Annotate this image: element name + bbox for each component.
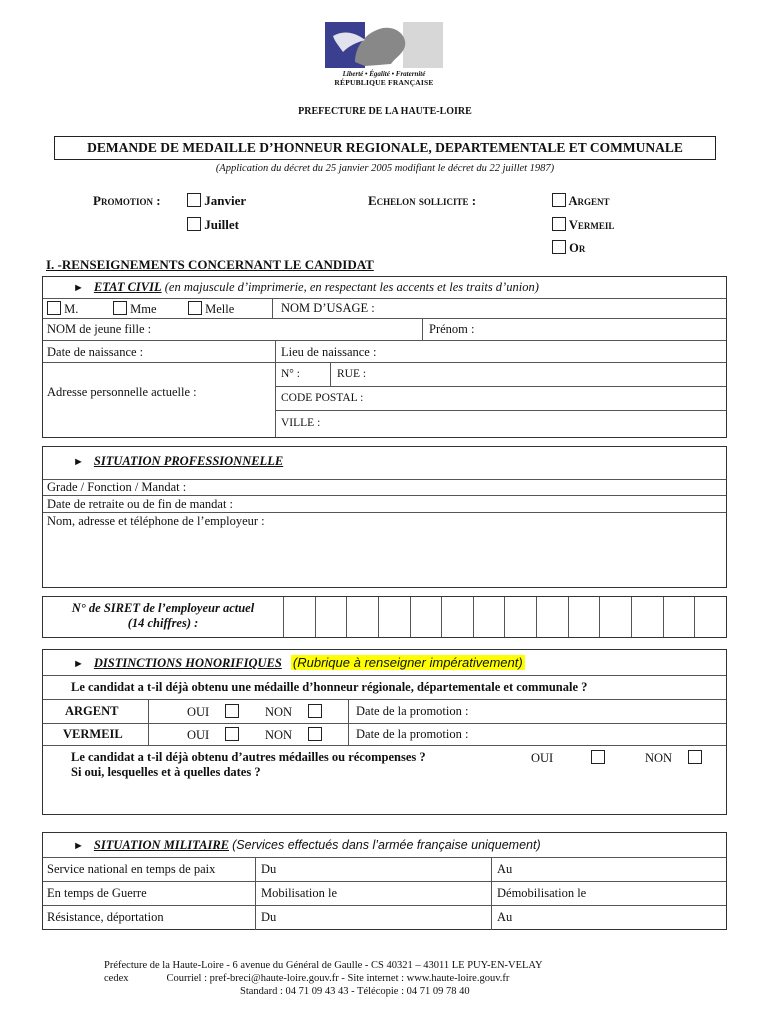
siret-digit-cell[interactable] — [631, 597, 663, 637]
melle-label: Melle — [205, 302, 235, 316]
civilite-mme[interactable] — [113, 301, 157, 317]
siret-digit-cell[interactable] — [378, 597, 410, 637]
militaire-end-field[interactable]: Au — [497, 910, 513, 924]
militaire-end-field[interactable]: Démobilisation le — [497, 886, 587, 900]
vermeil-non[interactable] — [265, 727, 322, 743]
etat-civil-note: (en majuscule d’imprimerie, en respectant les accents et les traits d’union) — [164, 280, 539, 294]
rue-field[interactable]: RUE : — [337, 368, 367, 380]
vermeil-oui-checkbox[interactable] — [225, 727, 239, 741]
arrow-right-icon: ► — [73, 658, 84, 670]
militaire-rows — [43, 858, 726, 930]
vermeil-date-promo-field[interactable]: Date de la promotion : — [356, 727, 469, 741]
siret-block — [42, 596, 727, 638]
m-label: M. — [64, 302, 79, 316]
autres-oui-checkbox[interactable] — [591, 750, 605, 764]
argent-oui-checkbox[interactable] — [225, 704, 239, 718]
form-title: DEMANDE DE MEDAILLE D’HONNEUR REGIONALE, DEPARTEMENTALE ET COMMUNALE — [87, 140, 683, 155]
distinctions-heading: DISTINCTIONS HONORIFIQUES — [93, 656, 282, 670]
prenom-field[interactable]: Prénom : — [429, 322, 475, 336]
civilite-melle[interactable] — [188, 301, 234, 317]
vermeil-label: Vermeil — [568, 218, 615, 232]
code-postal-field[interactable]: CODE POSTAL : — [281, 392, 364, 404]
non-label: NON — [645, 751, 673, 765]
siret-digit-cell[interactable] — [694, 597, 726, 637]
vermeil-oui[interactable] — [187, 727, 239, 743]
militaire-row — [43, 906, 726, 930]
footer-address: Préfecture de la Haute-Loire - 6 avenue du Général de Gaulle - CS 40321 – 43011 LE PUY-EN-VELAY — [104, 960, 543, 971]
promotion-label: Promotion : — [93, 193, 161, 208]
militaire-row — [43, 858, 726, 882]
echelon-or[interactable] — [552, 240, 585, 256]
echelon-vermeil[interactable] — [552, 217, 614, 233]
marianne-icon — [325, 22, 443, 68]
distinctions-question: Le candidat a t-il déjà obtenu une médaille d’honneur régionale, départementale et communale ? — [43, 676, 726, 700]
civilite-m[interactable] — [47, 301, 78, 317]
militaire-start-field[interactable]: Mobilisation le — [261, 886, 338, 900]
juillet-checkbox[interactable] — [187, 217, 201, 231]
argent-row-label: ARGENT — [65, 704, 119, 718]
siret-digit-cell[interactable] — [315, 597, 347, 637]
situation-pro-header — [43, 447, 726, 480]
argent-date-promo-field[interactable]: Date de la promotion : — [356, 704, 469, 718]
militaire-header — [43, 833, 726, 858]
argent-non[interactable] — [265, 704, 322, 720]
siret-digit-cell[interactable] — [568, 597, 600, 637]
logo-republic: RÉPUBLIQUE FRANÇAISE — [334, 78, 434, 87]
militaire-type: En temps de Guerre — [47, 886, 147, 900]
siret-cells — [283, 597, 726, 637]
m-checkbox[interactable] — [47, 301, 61, 315]
echelon-argent[interactable] — [552, 193, 609, 209]
form-title-box — [54, 136, 716, 160]
autres-non-checkbox[interactable] — [688, 750, 702, 764]
militaire-type: Service national en temps de paix — [47, 862, 216, 876]
non-label: NON — [265, 705, 293, 719]
or-checkbox[interactable] — [552, 240, 566, 254]
etat-civil-heading: ETAT CIVIL — [93, 280, 162, 294]
echelon-label: Echelon sollicite : — [368, 193, 477, 208]
autres-non[interactable] — [645, 750, 702, 766]
etat-civil-header — [43, 277, 726, 299]
autres-oui[interactable] — [531, 750, 605, 766]
oui-label: OUI — [187, 728, 210, 742]
situation-pro-block — [42, 446, 727, 588]
vermeil-checkbox[interactable] — [552, 217, 566, 231]
siret-digit-cell[interactable] — [283, 597, 315, 637]
siret-digit-cell[interactable] — [536, 597, 568, 637]
promotion-janvier[interactable] — [187, 193, 246, 209]
oui-label: OUI — [187, 705, 210, 719]
lieu-naissance-field[interactable]: Lieu de naissance : — [281, 345, 377, 359]
siret-digit-cell[interactable] — [346, 597, 378, 637]
numero-field[interactable]: N° : — [281, 368, 300, 380]
siret-digit-cell[interactable] — [410, 597, 442, 637]
etat-civil-block — [42, 276, 727, 438]
militaire-row — [43, 882, 726, 906]
janvier-label: Janvier — [204, 193, 247, 208]
argent-non-checkbox[interactable] — [308, 704, 322, 718]
vermeil-non-checkbox[interactable] — [308, 727, 322, 741]
militaire-heading: SITUATION MILITAIRE — [93, 838, 229, 852]
employeur-field[interactable]: Nom, adresse et téléphone de l’employeur : — [47, 514, 265, 528]
republique-logo — [322, 22, 446, 92]
militaire-type: Résistance, déportation — [47, 910, 164, 924]
distinctions-block — [42, 649, 727, 815]
distinctions-note: (Rubrique à renseigner impérativement) — [292, 655, 523, 670]
autres-medailles-question: Le candidat a t-il déjà obtenu d’autres médailles ou récompenses ? — [71, 750, 426, 764]
promotion-juillet[interactable] — [187, 217, 239, 233]
vermeil-row-label: VERMEIL — [63, 727, 123, 741]
siret-digit-cell[interactable] — [663, 597, 695, 637]
arrow-right-icon: ► — [73, 282, 84, 294]
footer — [104, 959, 704, 998]
prefecture-name: PREFECTURE DE LA HAUTE-LOIRE — [298, 106, 472, 117]
mme-label: Mme — [130, 302, 157, 316]
militaire-start-field[interactable]: Du — [261, 862, 277, 876]
retraite-field[interactable]: Date de retraite ou de fin de mandat : — [43, 496, 726, 513]
janvier-checkbox[interactable] — [187, 193, 201, 207]
argent-checkbox[interactable] — [552, 193, 566, 207]
footer-contact: Courriel : pref-breci@haute-loire.gouv.fr - Site internet : www.haute-loire.gouv.fr — [166, 973, 510, 984]
footer-phone: Standard : 04 71 09 43 43 - Télécopie : 04 71 09 78 40 — [240, 986, 470, 997]
siret-digit-cell[interactable] — [441, 597, 473, 637]
form-subtitle: (Application du décret du 25 janvier 2005 modifiant le décret du 22 juillet 1987) — [215, 163, 555, 174]
siret-digit-cell[interactable] — [473, 597, 505, 637]
argent-oui[interactable] — [187, 704, 239, 720]
adresse-label: Adresse personnelle actuelle : — [47, 385, 197, 399]
nom-jeune-fille-field[interactable]: NOM de jeune fille : — [47, 322, 152, 336]
situation-militaire-block — [42, 832, 727, 930]
militaire-end-field[interactable]: Au — [497, 862, 513, 876]
situation-pro-heading: SITUATION PROFESSIONNELLE — [93, 454, 284, 468]
arrow-right-icon: ► — [73, 456, 84, 468]
date-naissance-field[interactable]: Date de naissance : — [47, 345, 144, 359]
arrow-right-icon: ► — [73, 840, 84, 852]
siret-digit-cell[interactable] — [599, 597, 631, 637]
militaire-note: (Services effectués dans l’armée française uniquement) — [232, 838, 541, 852]
grade-field[interactable]: Grade / Fonction / Mandat : — [43, 480, 726, 496]
militaire-start-field[interactable]: Du — [261, 910, 277, 924]
oui-label: OUI — [531, 751, 554, 765]
distinctions-header — [43, 650, 726, 676]
siret-digit-cell[interactable] — [504, 597, 536, 637]
lesquelles-question: Si oui, lesquelles et à quelles dates ? — [71, 765, 261, 779]
logo-motto: Liberté • Égalité • Fraternité — [342, 70, 426, 78]
nom-usage-field[interactable]: NOM D’USAGE : — [281, 301, 375, 315]
footer-cedex: cedex — [104, 973, 129, 984]
juillet-label: Juillet — [204, 217, 239, 232]
argent-label: Argent — [568, 194, 610, 208]
ville-field[interactable]: VILLE : — [281, 417, 321, 429]
section-1-title: I. -RENSEIGNEMENTS CONCERNANT LE CANDIDAT — [46, 257, 374, 272]
melle-checkbox[interactable] — [188, 301, 202, 315]
siret-sublabel: (14 chiffres) : — [127, 616, 199, 630]
non-label: NON — [265, 728, 293, 742]
mme-checkbox[interactable] — [113, 301, 127, 315]
siret-label: N° de SIRET de l’employeur actuel — [71, 601, 255, 615]
or-label: Or — [569, 241, 586, 255]
